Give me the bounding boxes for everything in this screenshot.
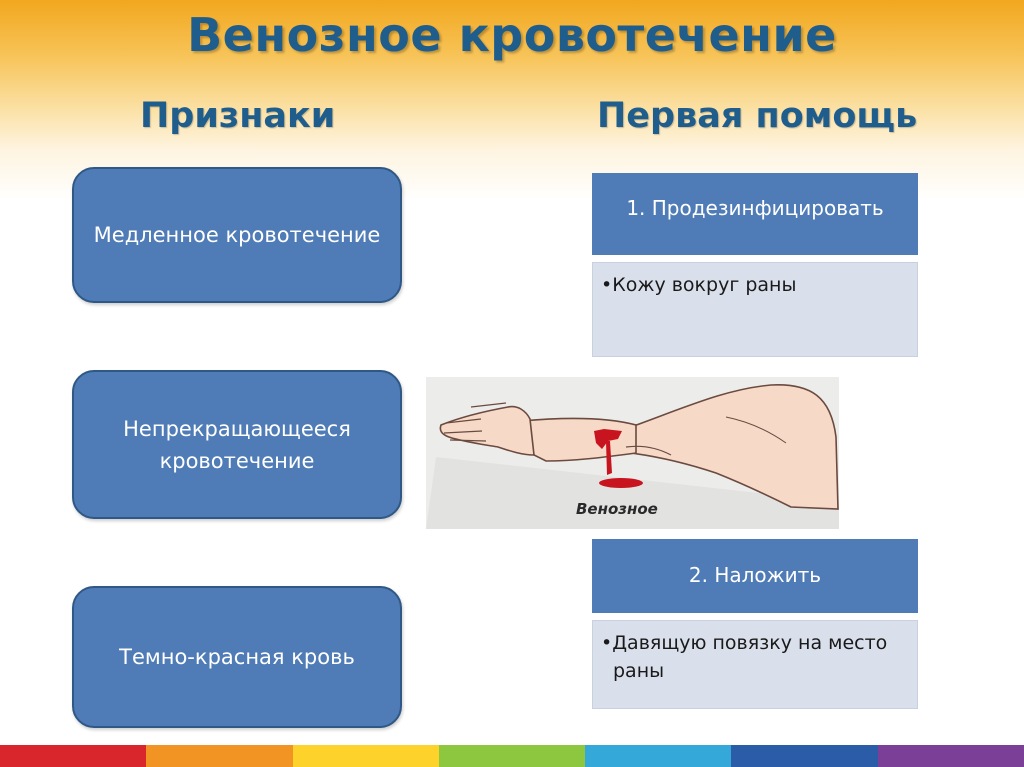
stripe-light-blue <box>585 745 731 767</box>
sign-box-dark-red-blood <box>72 586 402 728</box>
stripe-yellow <box>293 745 439 767</box>
blood-puddle <box>599 478 643 488</box>
stripe-blue <box>731 745 877 767</box>
sign-box-slow-bleeding <box>72 167 402 303</box>
sign-text: Темно-красная кровь <box>119 645 355 669</box>
sign-text: Непрекращающееся кровотечение <box>123 416 351 473</box>
hand <box>440 407 534 455</box>
step-2-heading: 2. Наложить <box>592 539 918 613</box>
signs-heading: Признаки <box>140 96 336 136</box>
step-1-detail <box>592 262 918 357</box>
step-2-detail <box>592 620 918 709</box>
arm-wound-illustration <box>426 377 839 529</box>
illustration-label: Венозное <box>576 500 658 518</box>
arm-drawing <box>426 377 839 529</box>
step-2-detail-text: •Давящую повязку на место раны <box>601 632 888 682</box>
stripe-purple <box>878 745 1024 767</box>
stripe-orange <box>146 745 292 767</box>
sign-text: Медленное кровотечение <box>93 223 381 247</box>
bottom-color-stripe <box>0 745 1024 767</box>
stripe-red <box>0 745 146 767</box>
first-aid-heading: Первая помощь <box>597 96 918 136</box>
step-1-heading: 1. Продезинфицировать <box>592 173 918 255</box>
forearm <box>521 418 636 461</box>
step-1-detail-text: •Кожу вокруг раны <box>601 274 797 296</box>
slide-title: Венозное кровотечение <box>187 8 837 62</box>
sign-box-continuous-bleeding <box>72 370 402 519</box>
stripe-green <box>439 745 585 767</box>
